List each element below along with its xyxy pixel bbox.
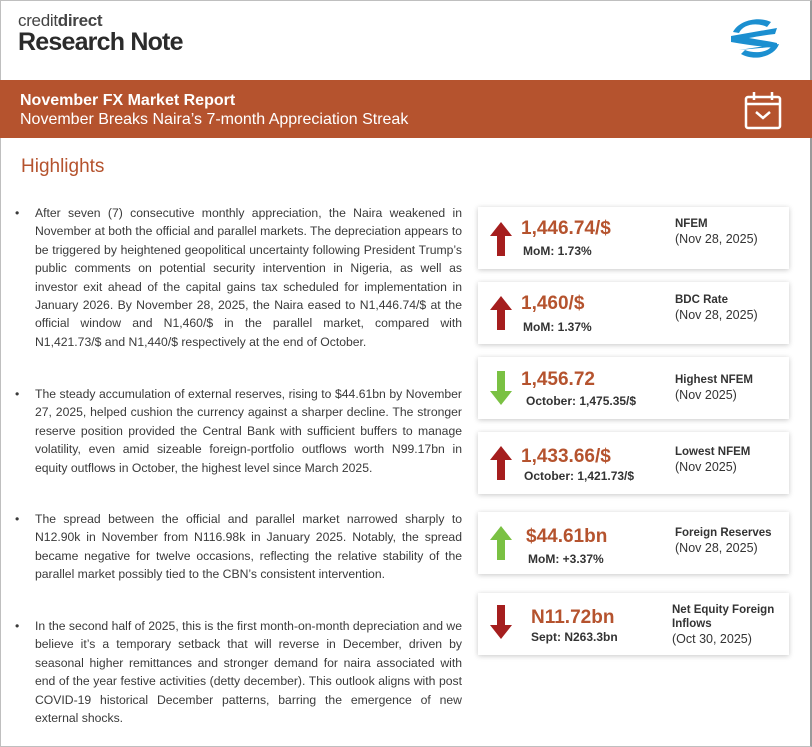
metric-card-nfem xyxy=(478,207,789,269)
highlights-heading: Highlights xyxy=(21,156,105,177)
metric-card-net-equity-foreign-inflows xyxy=(478,593,789,655)
list-item xyxy=(14,617,462,727)
metric-value: 1,446.74/$ xyxy=(521,218,611,239)
bullet-text: The steady accumulation of external reserves, rising to $44.61bn by November 27, 2025, helped cushion the currency against a sharper decline. The stronger reserve position provided the Central Bank with sufficient buffers to manage volatility, even amid sizeable foreign-portfolio outflows worth N99.17bn in equity outflows in October, the highest level since March 2025. xyxy=(35,387,462,475)
bullet-text: After seven (7) consecutive monthly appreciation, the Naira weakened in November at both the official and parallel markets. The depreciation appears to be triggered by heightened geopolitical uncertainty following President Trump’s public comments on potential security intervention in Nigeria, as well as investor exit ahead of the capital gains tax scheduled for implementation in January 2026. By November 28, 2025, the Naira eased to N1,446.74/$ at the official window and N1,460/$ in the parallel market, compared with N1,421.73/$ and N1,440/$ respectively at the end of October. xyxy=(35,206,462,349)
metric-label: Foreign Reserves xyxy=(675,527,772,539)
metric-value: 1,460/$ xyxy=(521,293,585,314)
brand-name-bold: direct xyxy=(57,11,103,30)
bullet-text: In the second half of 2025, this is the first month-on-month depreciation and we believe it’s a temporary setback that will reverse in December, driven by seasonal higher remittances and stronger demand for naira associated with end of the year festive activities (detty december). This outlook aligns with post COVID-19 historical December patterns, barring the emergence of new external shocks. xyxy=(35,619,462,726)
bullet-text: The spread between the official and parallel market narrowed sharply to N12.90k in November from N116.98k in January 2025. Notably, the spread became negative for twelve occasions, reflecting the relative stability of the parallel market possibly tied to the CBN’s consistent intervention. xyxy=(35,512,462,582)
metric-label: Highest NFEM xyxy=(675,374,753,386)
metric-value: 1,433.66/$ xyxy=(521,446,611,467)
list-item xyxy=(14,510,462,584)
arrow-up-icon xyxy=(490,446,512,480)
metric-change: MoM: 1.73% xyxy=(523,244,592,258)
metric-change: October: 1,475.35/$ xyxy=(526,394,637,408)
metric-date: (Oct 30, 2025) xyxy=(672,632,752,646)
metric-label: BDC Rate xyxy=(675,294,729,306)
metric-date: (Nov 2025) xyxy=(675,460,737,474)
metric-value: $44.61bn xyxy=(526,526,608,547)
bullet-dot: • xyxy=(15,387,20,401)
metric-date: (Nov 28, 2025) xyxy=(675,541,758,555)
bullet-dot: • xyxy=(15,512,20,526)
list-item xyxy=(14,385,462,477)
arrow-down-icon xyxy=(490,371,512,405)
doc-type: Research Note xyxy=(18,28,183,56)
metric-change: October: 1,421.73/$ xyxy=(524,469,635,483)
metric-change: MoM: 1.37% xyxy=(523,320,592,334)
bullet-dot: • xyxy=(15,206,20,220)
metric-date: (Nov 2025) xyxy=(675,388,737,402)
metric-value: 1,456.72 xyxy=(521,369,595,390)
metric-date: (Nov 28, 2025) xyxy=(675,308,758,322)
arrow-up-icon xyxy=(490,222,512,256)
brand xyxy=(18,12,183,55)
credit-direct-logo-icon xyxy=(725,14,787,62)
report-subtitle: November Breaks Naira’s 7-month Appreciation Streak xyxy=(20,111,409,128)
report-title: November FX Market Report xyxy=(20,92,236,109)
metric-change: MoM: +3.37% xyxy=(528,552,604,566)
metric-label: Net Equity Foreign xyxy=(672,604,775,616)
brand-name xyxy=(18,12,183,29)
list-item xyxy=(14,204,462,351)
metric-card-highest-nfem xyxy=(478,357,789,419)
brand-name-light: credit xyxy=(18,11,58,30)
bullet-dot: • xyxy=(15,619,20,633)
metric-change: Sept: N263.3bn xyxy=(531,630,618,644)
calendar-icon xyxy=(744,90,782,130)
metric-label-line2: Inflows xyxy=(672,618,712,630)
arrow-up-icon xyxy=(490,526,512,560)
metric-date: (Nov 28, 2025) xyxy=(675,232,758,246)
metric-value: N11.72bn xyxy=(531,607,615,628)
arrow-down-icon xyxy=(490,605,512,639)
metric-label: NFEM xyxy=(675,218,708,230)
arrow-up-icon xyxy=(490,296,512,330)
metric-card-bdc-rate xyxy=(478,282,789,344)
metric-label: Lowest NFEM xyxy=(675,446,751,458)
metric-card-lowest-nfem xyxy=(478,432,789,494)
metric-card-foreign-reserves xyxy=(478,512,789,574)
